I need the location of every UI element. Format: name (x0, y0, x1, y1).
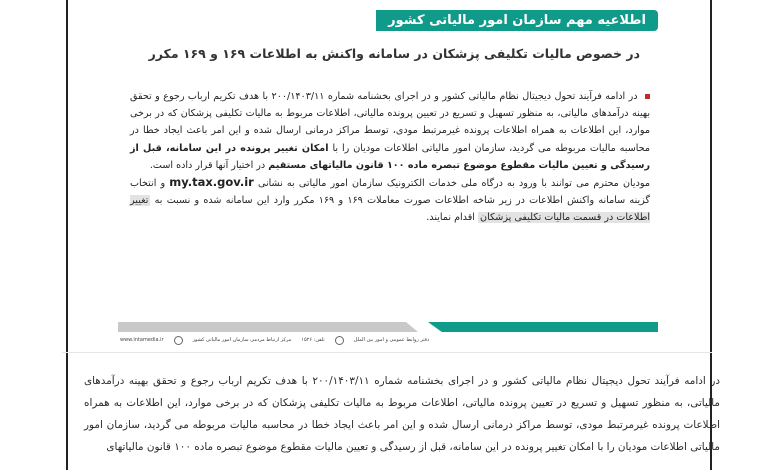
body-intro-end: در اختیار آنها قرار داده است. (149, 159, 266, 171)
globe-icon (174, 336, 183, 345)
body-intro: در ادامه فرآیند تحول دیجیتال نظام مالیاتی کشور و در اجرای بخشنامه شماره ۲۰۰/۱۴۰۳/۱۱ با هدف تکریم ارباب رجوع و تحقق بهینه درآمدهای مالیاتی، به منظور تسهیل و تسریع در تعیین پرونده مالیاتی، اطلاعات مربوط به مالیات تکلیفی پزشکان که در برخی موارد، این اطلاعات به همراه اطلاعات پرونده غیرمرتبط مودی، توسط مراکز درمانی ارسال شده و این امر باعث ایجاد خطا در محاسبه مالیات مربوطه می گردید، سازمان امور مالیاتی اطلاعات مودیان را با (130, 91, 650, 154)
footer-info (120, 334, 656, 346)
bullet-icon (645, 94, 650, 99)
announcement-subtitle: در خصوص مالیات تکلیفی پزشکان در سامانه واکنش به اطلاعات ۱۶۹ و ۱۶۹ مکرر (148, 46, 640, 61)
body-portal-text: مودیان محترم می توانند با ورود به درگاه ملی خدمات الکترونیک سازمان امور مالیاتی به نشانی (257, 178, 650, 190)
body-portal-steps: و انتخاب گزینه سامانه واکنش اطلاعات در زیر شاخه اطلاعات صورت معاملات ۱۶۹ و ۱۶۹ مکرر وارد این سامانه شده و نسبت به (130, 178, 650, 207)
tax-portal-address: my.tax.gov.ir (169, 175, 254, 190)
left-frame-border (66, 0, 68, 470)
footer-bar-gray (118, 322, 418, 332)
section-divider (62, 352, 712, 353)
footer-bar-green (428, 322, 658, 332)
footer-contact: تلفن: ۱۵۲۶ (301, 337, 325, 343)
footer-bar (118, 322, 658, 332)
footer-website: www.intamedia.ir (120, 337, 164, 343)
highlighted-instruction: تغییر اطلاعات در قسمت مالیات تکلیفی پزشکان (130, 195, 650, 224)
announcement-image (100, 0, 670, 348)
announcement-banner: اطلاعیه مهم سازمان امور مالیاتی کشور (376, 10, 658, 31)
footer-center: مرکز ارتباط مردمی سازمان امور مالیاتی کشور (192, 337, 292, 343)
footer-info-text: دفتر روابط عمومی و امور بین الملل (353, 337, 430, 343)
body-portal-end: اقدام نمایند. (426, 212, 475, 224)
phone-icon (335, 336, 344, 345)
announcement-body (130, 88, 650, 227)
body-bold-statement: امکان تغییر پرونده در این سامانه، قبل از رسیدگی و تعیین مالیات مقطوع موضوع تبصره ماده ۱۰۰ قانون مالیاتهای مستقیم (130, 142, 650, 171)
article-body-text: در ادامه فرآیند تحول دیجیتال نظام مالیاتی کشور و در اجرای بخشنامه شماره ۲۰۰/۱۴۰۳/۱۱ با هدف تکریم ارباب رجوع و تحقق بهینه درآمدهای مالیاتی، به منظور تسهیل و تسریع در تعیین پرونده مالیاتی، اطلاعات مربوط به مالیات تکلیفی پزشکان که در برخی موارد، این اطلاعات به همراه اطلاعات پرونده غیرمرتبط مودی، توسط مراکز درمانی ارسال شده و این امر باعث ایجاد خطا در محاسبه مالیات مربوطه می گردید، سازمان امور مالیاتی اطلاعات مودیان را با امکان تغییر پرونده در این سامانه، قبل از رسیدگی و تعیین مالیات مقطوع موضوع تبصره ماده ۱۰۰ قانون مالیاتهای (84, 375, 720, 453)
